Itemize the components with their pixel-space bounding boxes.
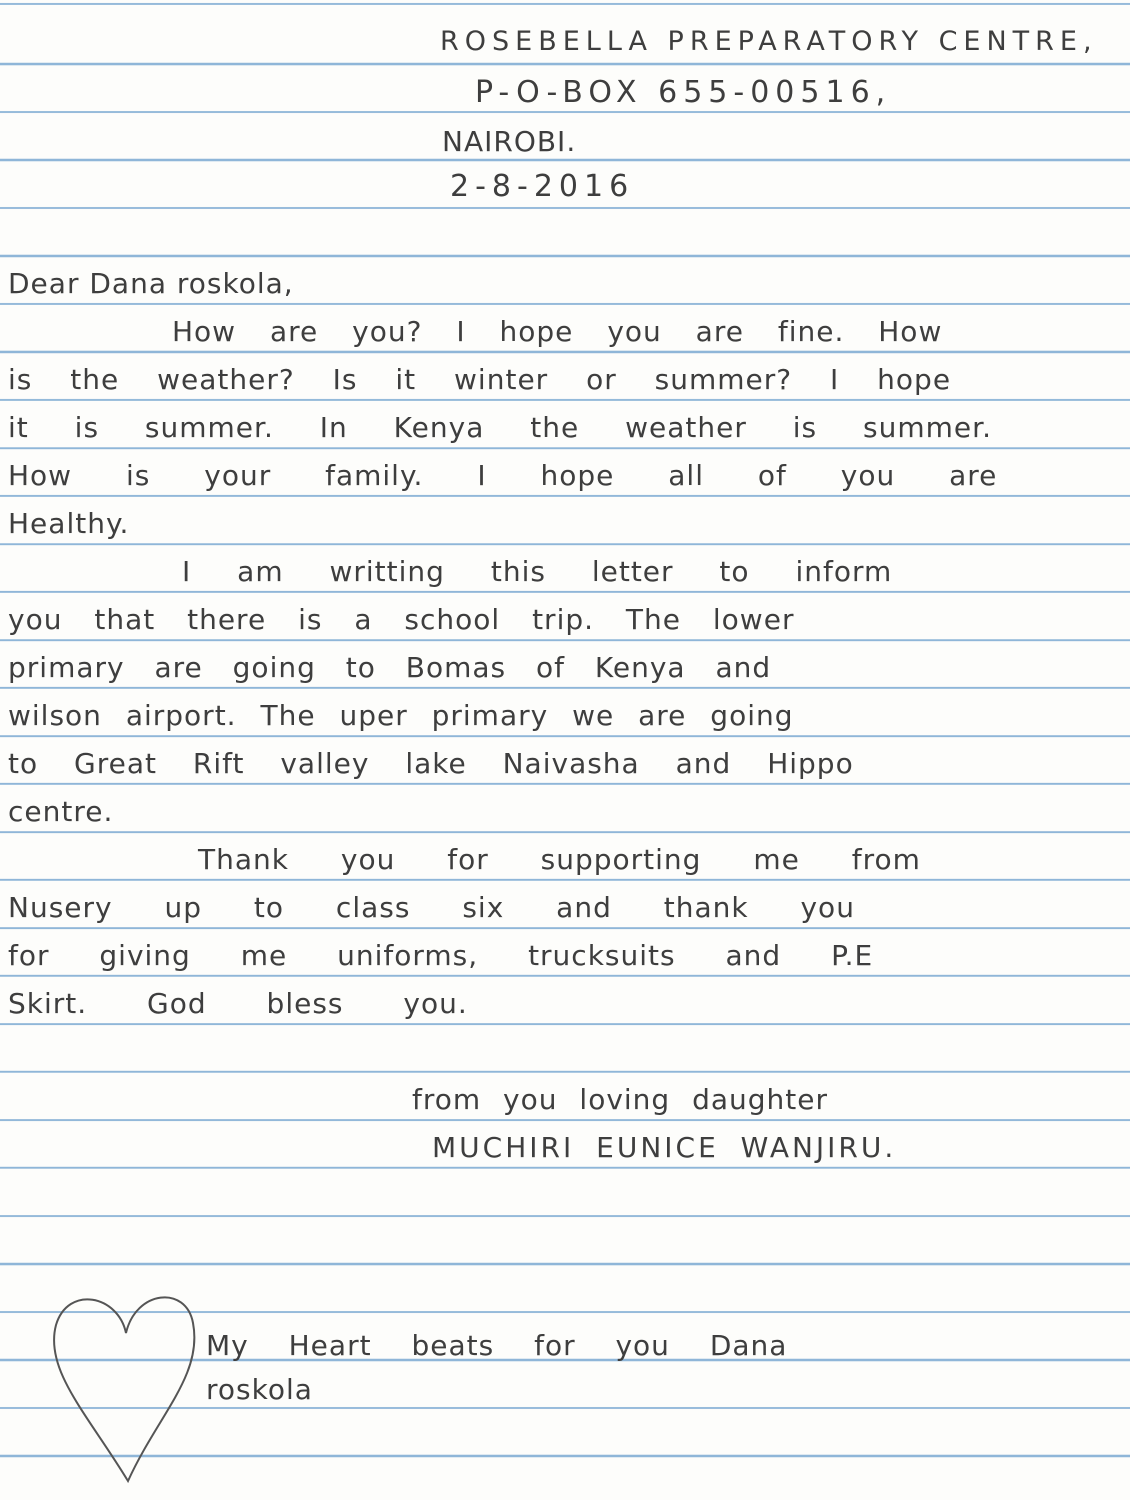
body-line: Skirt. God bless you. xyxy=(8,987,468,1020)
heart-drawing xyxy=(48,1285,208,1485)
body-line: How are you? I hope you are fine. How xyxy=(172,315,943,348)
closing-line: from you loving daughter xyxy=(412,1083,829,1116)
body-line: it is summer. In Kenya the weather is summer. xyxy=(8,411,992,444)
body-line: How is your family. I hope all of you are xyxy=(8,459,998,492)
postscript-line: My Heart beats for you Dana xyxy=(206,1329,788,1362)
address-box: P-O-BOX 655-00516, xyxy=(475,75,892,110)
body-line: centre. xyxy=(8,795,114,828)
address-school: ROSEBELLA PREPARATORY CENTRE, xyxy=(440,26,1098,57)
body-line: you that there is a school trip. The lower xyxy=(8,603,795,636)
greeting: Dear Dana roskola, xyxy=(8,267,294,300)
body-line: I am writting this letter to inform xyxy=(182,555,893,588)
body-line: wilson airport. The uper primary we are going xyxy=(8,699,794,732)
body-line: primary are going to Bomas of Kenya and xyxy=(8,651,772,684)
address-city: NAIROBI. xyxy=(442,125,577,158)
body-line: Healthy. xyxy=(8,507,130,540)
postscript-line: roskola xyxy=(206,1373,313,1406)
body-line: Nusery up to class six and thank you xyxy=(8,891,855,924)
letter-date: 2-8-2016 xyxy=(450,169,635,204)
body-line: is the weather? Is it winter or summer? I hope xyxy=(8,363,952,396)
body-line: to Great Rift valley lake Naivasha and Hippo xyxy=(8,747,854,780)
body-line: Thank you for supporting me from xyxy=(198,843,921,876)
signature: MUCHIRI EUNICE WANJIRU. xyxy=(432,1131,897,1164)
body-line: for giving me uniforms, trucksuits and P.E xyxy=(8,939,874,972)
